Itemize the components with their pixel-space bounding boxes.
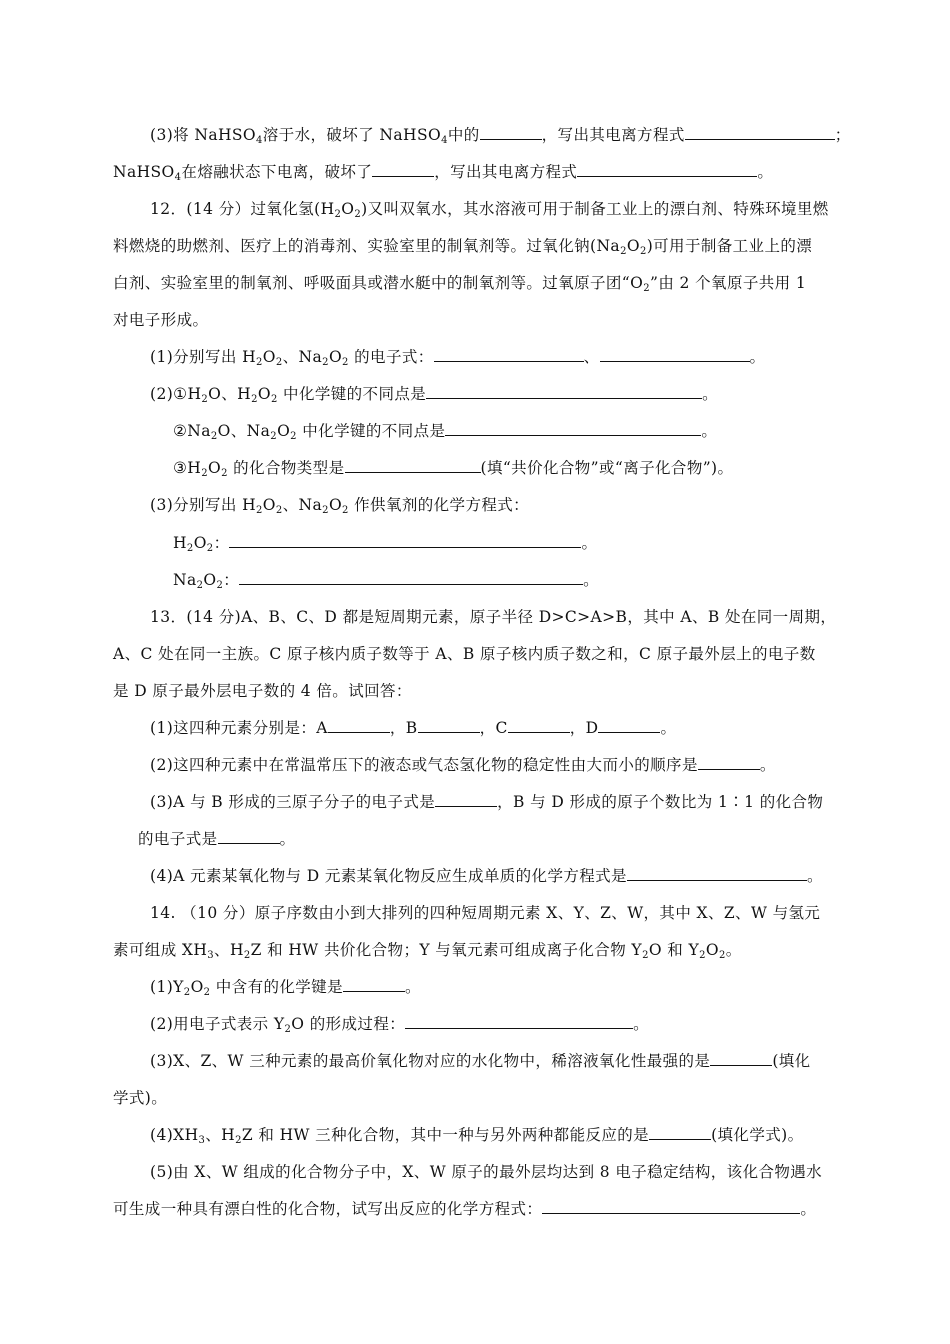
answer-blank[interactable] [405,1013,633,1029]
answer-blank[interactable] [328,717,390,733]
answer-blank[interactable] [577,161,757,177]
answer-blank[interactable] [649,1124,711,1140]
answer-blank[interactable] [698,754,760,770]
q14-part2: (2)用电子式表示 $Y_2O$ 的形成过程： 。 [150,1015,650,1035]
q12-part1: (1)分别写出 $H_2O_2$、$Na_2O_2$ 的电子式： 、 。 [150,348,766,368]
answer-blank[interactable] [600,346,750,362]
answer-blank[interactable] [426,383,702,399]
q11-part3-line2: NaHSO$_4$在熔融状态下电离，破坏了 ，写出其电离方程式 。 [113,163,774,183]
answer-blank[interactable] [372,161,434,177]
answer-blank[interactable] [418,717,480,733]
answer-blank[interactable] [218,828,280,844]
q12-intro-line4: 对电子形成。 [113,311,209,329]
q13-part4: (4)A 元素某氧化物与 D 元素某氧化物反应生成单质的化学方程式是 。 [150,867,823,885]
answer-blank[interactable] [710,1050,772,1066]
q12-intro-line1: 12．(14 分）过氧化氢$(H_2O_2)$又叫双氧水，其水溶液可用于制备工业上的漂白剂、特殊环境里燃 [150,200,829,220]
q13-part3-line1: (3)A 与 B 形成的三原子分子的电子式是 ，B 与 D 形成的原子个数比为 1∶1 的化合物 [150,793,824,811]
q14-part5-line2: 可生成一种具有漂白性的化合物，试写出反应的化学方程式： 。 [113,1200,817,1218]
answer-blank[interactable] [598,717,660,733]
q12-part3-na2o2: $Na_2O_2$： 。 [173,571,600,591]
q11-part3-line1: (3)将 NaHSO$_4$溶于水，破坏了 NaHSO$_4$中的 ，写出其电离方程式 ； [150,126,851,146]
answer-blank[interactable] [542,1198,800,1214]
q13-intro-line2: A、C 处在同一主族。C 原子核内质子数等于 A、B 原子核内质子数之和，C 原子最外层上的电子数 [113,645,816,663]
q12-part3-h2o2: $H_2O_2$： 。 [173,534,598,554]
q14-part3-line1: (3)X、Z、W 三种元素的最高价氧化物对应的水化物中，稀溶液氧化性最强的是 (填化 [150,1052,811,1070]
q14-part3-line2: 学式)。 [113,1089,168,1107]
q12-part2-2: $②Na_2O$、$Na_2O_2$ 中化学键的不同点是 。 [173,422,718,442]
answer-blank[interactable] [434,346,584,362]
answer-blank[interactable] [627,865,807,881]
q14-part4: $(4)XH_3$、$H_2Z$ 和 HW 三种化合物，其中一种与另外两种都能反应的是 (填化学式)。 [150,1126,804,1146]
q13-part3-line2: 的电子式是 。 [138,830,296,848]
answer-blank[interactable] [445,420,701,436]
answer-blank[interactable] [229,532,581,548]
q13-part1: (1)这四种元素分别是：A ，B ，C ，D 。 [150,719,677,737]
answer-blank[interactable] [685,124,835,140]
q14-part5-line1: (5)由 X、W 组成的化合物分子中，X、W 原子的最外层均达到 8 电子稳定结构，该化合物遇水 [150,1163,823,1181]
q13-part2: (2)这四种元素中在常温常压下的液态或气态氢化物的稳定性由大而小的顺序是 。 [150,756,776,774]
answer-blank[interactable] [435,791,497,807]
q12-part3: (3)分别写出 $H_2O_2$、$Na_2O_2$ 作供氧剂的化学方程式： [150,496,530,516]
q14-part1: $(1)Y_2O_2$ 中含有的化学键是 。 [150,978,421,998]
q12-part2-1: $(2)①H_2O$、$H_2O_2$ 中化学键的不同点是 。 [150,385,719,405]
q12-intro-line2: 料燃烧的助燃剂、医疗上的消毒剂、实验室里的制氧剂等。过氧化钠$(Na_2O_2)$可用于制备工业上的漂 [113,237,813,257]
q13-intro-line3: 是 D 原子最外层电子数的 4 倍。试回答： [113,682,412,700]
answer-blank[interactable] [508,717,570,733]
q12-part2-3: $③H_2O_2$ 的化合物类型是 (填“共价化合物”或“离子化合物”)。 [173,459,734,479]
answer-blank[interactable] [345,457,481,473]
answer-blank[interactable] [239,569,583,585]
q14-intro-line1: 14. （10 分）原子序数由小到大排列的四种短周期元素 X、Y、Z、W，其中 X、Z、W 与氢元 [150,904,821,922]
q12-intro-line3: 白剂、实验室里的制氧剂、呼吸面具或潜水艇中的制氧剂等。过氧原子团“$O_2$”由 2 个氧原子共用 1 [113,274,807,294]
answer-blank[interactable] [343,976,405,992]
q14-intro-line2: 素可组成 $XH_3$、$H_2Z$ 和 HW 共价化合物；Y 与氧元素可组成离子化合物 $Y_2O$ 和 $Y_2O_2$。 [113,941,742,961]
q13-intro-line1: 13．(14 分)A、B、C、D 都是短周期元素，原子半径 D>C>A>B，其中 A、B 处在同一周期， [150,608,837,626]
answer-blank[interactable] [480,124,542,140]
